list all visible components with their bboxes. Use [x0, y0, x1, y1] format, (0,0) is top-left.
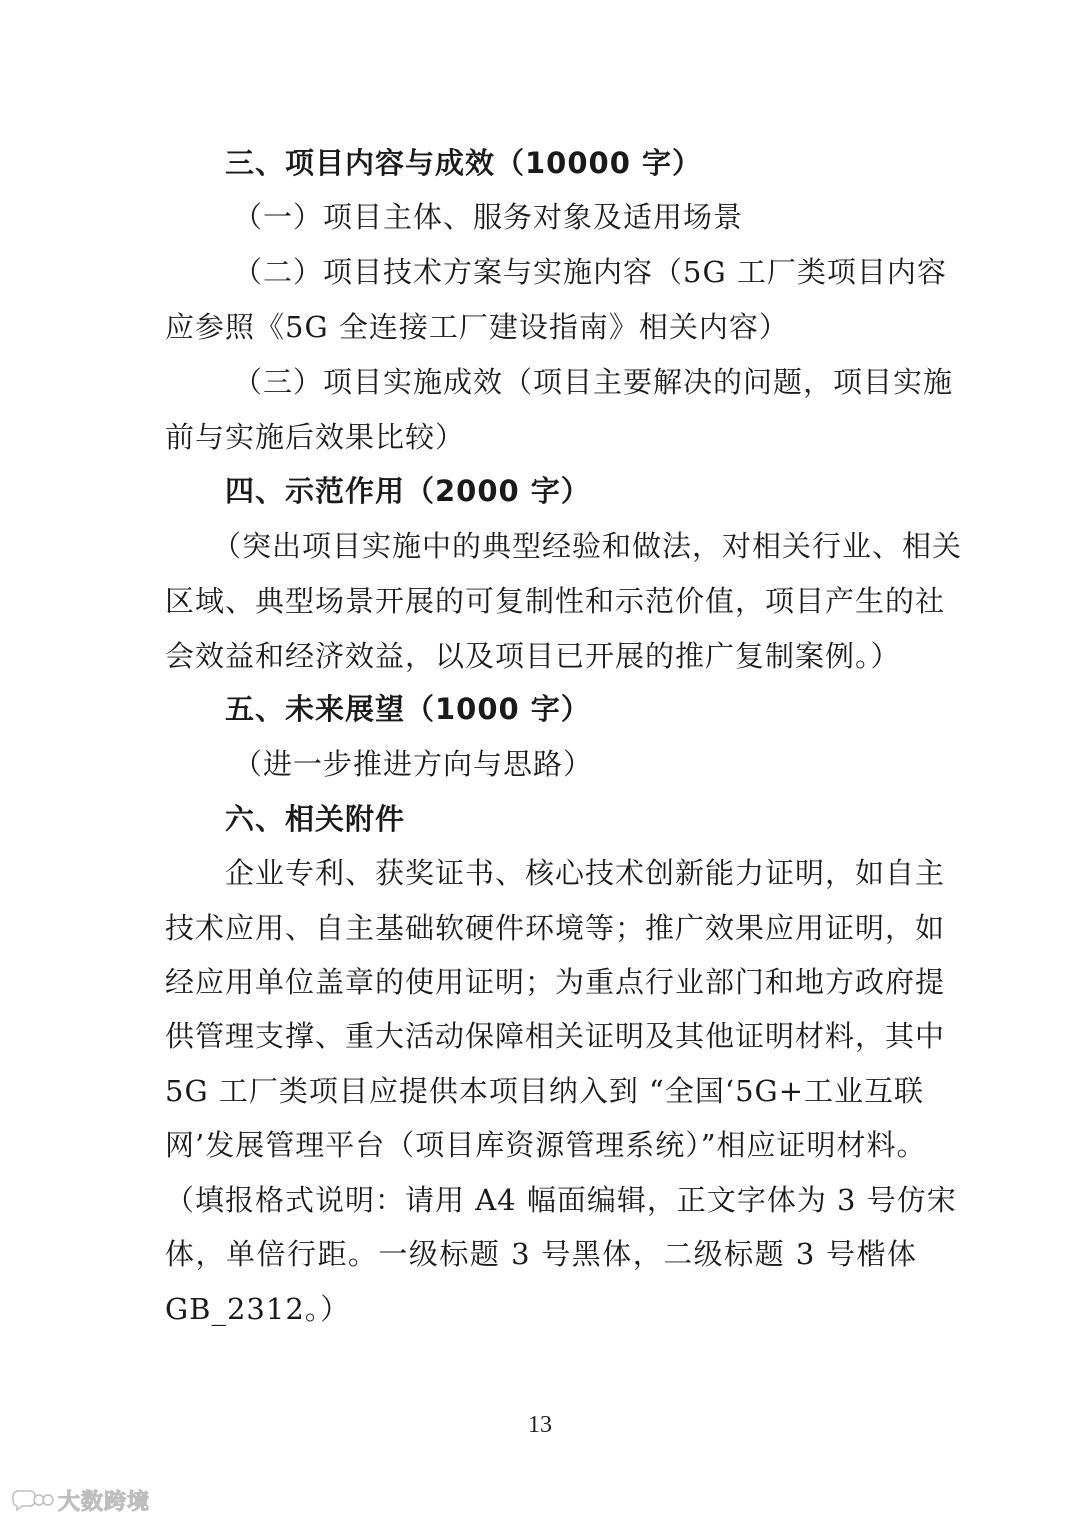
paragraph-line: 前与实施后效果比较）: [165, 420, 466, 454]
paragraph-line: （填报格式说明：请用 A4 幅面编辑，正文字体为 3 号仿宋: [165, 1183, 957, 1217]
paragraph-line: 应参照《5G 全连接工厂建设指南》相关内容）: [165, 310, 789, 344]
subsection-heading-3-3: （三）项目实施成效（项目主要解决的问题，项目实施: [233, 365, 954, 399]
paragraph-line: 技术应用、自主基础软硬件环境等；推广效果应用证明，如: [165, 911, 946, 945]
paragraph-line: 经应用单位盖章的使用证明；为重点行业部门和地方政府提: [165, 965, 946, 999]
section-heading-6: 六、相关附件: [225, 802, 406, 836]
paragraph-line: 5G 工厂类项目应提供本项目纳入到 “全国‘5G+工业互联: [165, 1074, 925, 1108]
section-heading-3: 三、项目内容与成效（10000 字）: [225, 146, 702, 180]
paragraph-line: （进一步推进方向与思路）: [233, 747, 594, 781]
section-heading-4: 四、示范作用（2000 字）: [225, 474, 591, 508]
subsection-heading-3-1: （一）项目主体、服务对象及适用场景: [233, 200, 744, 234]
chat-bubble-logo-icon: [10, 1488, 54, 1512]
watermark-text: 大数跨境: [58, 1489, 151, 1515]
watermark: [10, 1485, 150, 1515]
paragraph-line: （突出项目实施中的典型经验和做法，对相关行业、相关: [212, 529, 963, 563]
paragraph-line: 会效益和经济效益，以及项目已开展的推广复制案例。）: [165, 639, 901, 673]
paragraph-line: 供管理支撑、重大活动保障相关证明及其他证明材料，其中: [165, 1019, 946, 1053]
paragraph-line: 体，单倍行距。一级标题 3 号黑体，二级标题 3 号楷体: [165, 1237, 917, 1271]
paragraph-line: 网’发展管理平台（项目库资源管理系统）”相应证明材料。: [165, 1128, 927, 1162]
paragraph-line: GB_2312。）: [165, 1292, 351, 1326]
section-heading-5: 五、未来展望（1000 字）: [225, 692, 591, 726]
page-number: 13: [528, 1412, 552, 1438]
paragraph-line: 企业专利、获奖证书、核心技术创新能力证明，如自主: [225, 856, 946, 890]
paragraph-line: 区域、典型场景开展的可复制性和示范价值，项目产生的社: [165, 584, 946, 618]
subsection-heading-3-2: （二）项目技术方案与实施内容（5G 工厂类项目内容: [233, 255, 947, 289]
